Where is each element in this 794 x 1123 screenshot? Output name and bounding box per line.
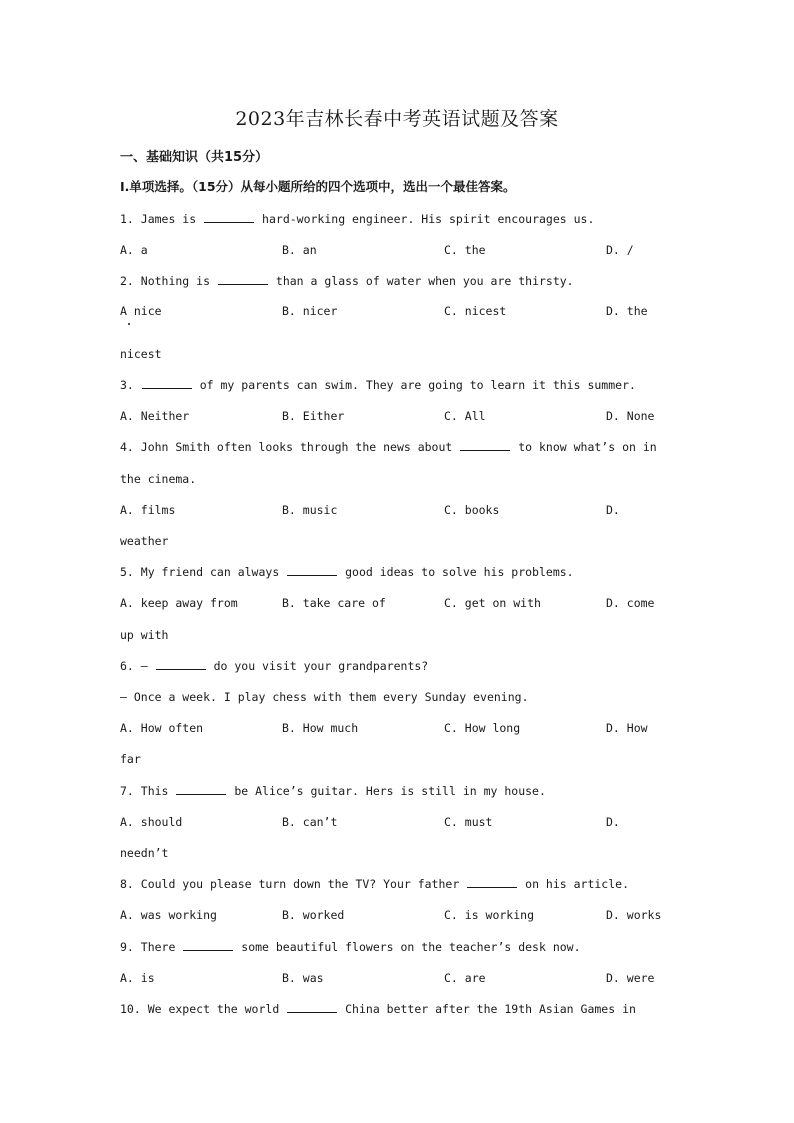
option-a: A. keep away from — [120, 596, 238, 610]
section-heading: 一、基础知识（共15分） — [120, 150, 269, 165]
option-c: C. are — [444, 971, 486, 985]
option-d: D. come — [606, 596, 655, 610]
option-b: B. was — [282, 971, 324, 985]
question-9 — [120, 939, 581, 955]
question-text: good ideas to solve his problems. — [345, 565, 574, 579]
option-d: D. were — [606, 971, 655, 985]
question-text-continued: — Once a week. I play chess with them every Sunday evening. — [120, 690, 529, 704]
option-wrap: far — [120, 752, 141, 766]
option-b: B. an — [282, 243, 317, 257]
question-text-continued: the cinema. — [120, 472, 197, 486]
question-text: of my parents can swim. They are going to learn it this summer. — [199, 378, 636, 392]
question-6 — [120, 658, 428, 674]
answer-blank — [183, 939, 233, 951]
question-text: 1. James is — [120, 212, 197, 226]
stray-dot — [128, 323, 130, 325]
answer-blank — [204, 211, 254, 223]
option-wrap: nicest — [120, 347, 162, 361]
question-7 — [120, 783, 546, 799]
page-title: 2023年吉林长春中考英语试题及答案 — [235, 108, 559, 130]
option-d: D. None — [606, 409, 655, 423]
question-5 — [120, 564, 574, 580]
answer-blank — [287, 564, 337, 576]
question-8 — [120, 876, 629, 892]
question-text: 7. This — [120, 784, 169, 798]
option-wrap: needn’t — [120, 846, 169, 860]
question-text: do you visit your grandparents? — [213, 659, 429, 673]
answer-blank — [467, 876, 517, 888]
question-text: be Alice’s guitar. Hers is still in my house. — [234, 784, 546, 798]
question-text: 8. Could you please turn down the TV? Your father — [120, 877, 460, 891]
question-text: 10. We expect the world — [120, 1002, 280, 1016]
option-a: A. a — [120, 243, 148, 257]
question-text: on his article. — [525, 877, 629, 891]
option-c: C. How long — [444, 721, 521, 735]
option-c: C. get on with — [444, 596, 541, 610]
option-a: A. is — [120, 971, 155, 985]
question-text: 6. — — [120, 659, 148, 673]
option-a: A. was working — [120, 908, 217, 922]
answer-blank — [156, 658, 206, 670]
option-d: D. How — [606, 721, 648, 735]
option-c: C. must — [444, 815, 493, 829]
answer-blank — [176, 783, 226, 795]
option-b: B. can’t — [282, 815, 338, 829]
option-c: C. the — [444, 243, 486, 257]
answer-blank — [460, 439, 510, 451]
option-a: A. Neither — [120, 409, 190, 423]
question-3 — [120, 377, 636, 393]
answer-blank — [287, 1001, 337, 1013]
answer-blank — [218, 273, 268, 285]
option-a: A. films — [120, 503, 176, 517]
option-d: D. — [606, 815, 620, 829]
question-4 — [120, 439, 657, 455]
option-d: D. the — [606, 304, 648, 318]
option-d: D. / — [606, 243, 634, 257]
answer-blank — [142, 377, 192, 389]
question-1 — [120, 211, 594, 227]
question-text: to know what’s on in — [518, 440, 657, 454]
question-2 — [120, 273, 574, 289]
question-text: than a glass of water when you are thirsty. — [275, 274, 574, 288]
option-d: D. — [606, 503, 620, 517]
option-b: B. worked — [282, 908, 345, 922]
question-text: 2. Nothing is — [120, 274, 211, 288]
question-10 — [120, 1001, 636, 1017]
question-text: 9. There — [120, 940, 176, 954]
question-text: 4. John Smith often looks through the news about — [120, 440, 453, 454]
option-b: B. How much — [282, 721, 359, 735]
option-c: C. nicest — [444, 304, 507, 318]
question-text: China better after the 19th Asian Games in — [345, 1002, 636, 1016]
option-b: B. take care of — [282, 596, 386, 610]
option-c: C. is working — [444, 908, 535, 922]
option-c: C. All — [444, 409, 486, 423]
option-wrap: weather — [120, 534, 169, 548]
option-a: A. should — [120, 815, 183, 829]
instruction-text: I.单项选择。（15分）从每小题所给的四个选项中，选出一个最佳答案。 — [120, 179, 516, 194]
question-text: 3. — [120, 378, 134, 392]
option-c: C. books — [444, 503, 500, 517]
question-text: 5. My friend can always — [120, 565, 280, 579]
question-text: hard-working engineer. His spirit encourages us. — [262, 212, 595, 226]
option-b: B. music — [282, 503, 338, 517]
option-b: B. Either — [282, 409, 345, 423]
question-text: some beautiful flowers on the teacher’s desk now. — [241, 940, 581, 954]
option-d: D. works — [606, 908, 662, 922]
option-b: B. nicer — [282, 304, 338, 318]
option-a: A nice — [120, 304, 162, 318]
option-a: A. How often — [120, 721, 204, 735]
option-wrap: up with — [120, 628, 169, 642]
